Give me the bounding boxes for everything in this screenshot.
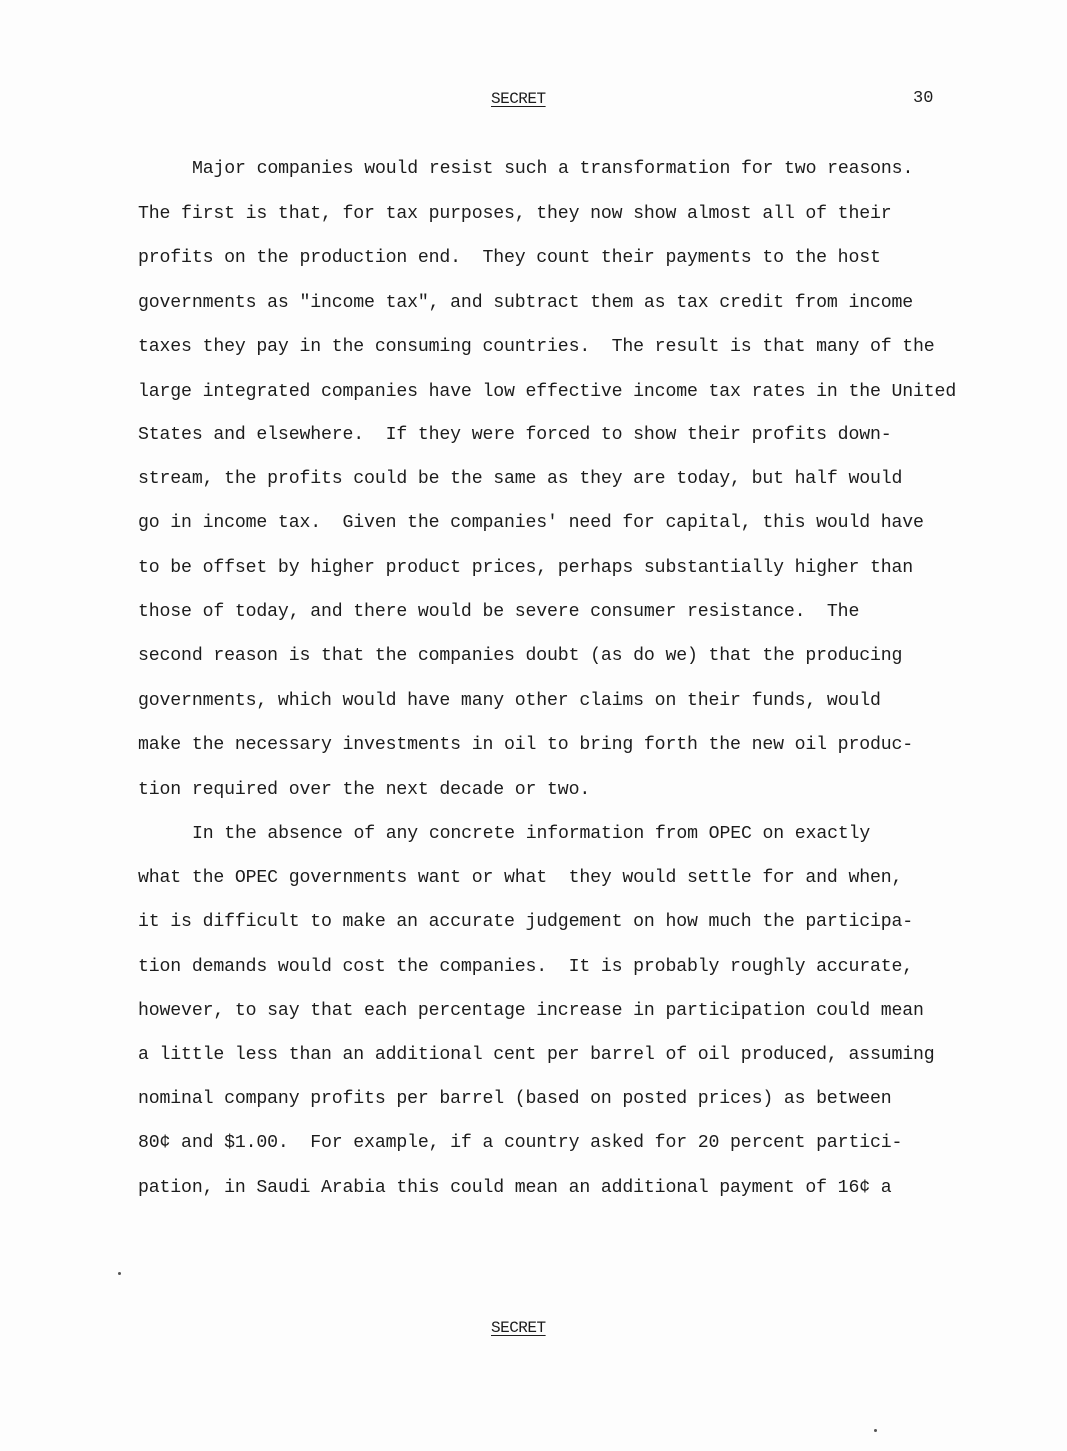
paragraph-2-line-7: nominal company profits per barrel (based on posted prices) as between [138, 1089, 892, 1109]
paragraph-1-line-15: tion required over the next decade or two. [138, 780, 591, 800]
paragraph-2-line-8: 80¢ and $1.00. For example, if a country asked for 20 percent partici- [138, 1133, 903, 1153]
paragraph-1-line-9: go in income tax. Given the companies' need for capital, this would have [138, 513, 924, 533]
paragraph-1-line-13: governments, which would have many other claims on their funds, would [138, 691, 881, 711]
paragraph-1-line-14: make the necessary investments in oil to bring forth the new oil produc- [138, 735, 914, 755]
paragraph-1-line-7: States and elsewhere. If they were forced to show their profits down- [138, 425, 892, 445]
paragraph-2-line-2: what the OPEC governments want or what they would settle for and when, [138, 868, 903, 888]
paragraph-2-line-4: tion demands would cost the companies. It is probably roughly accurate, [138, 957, 914, 977]
paragraph-1-line-2: The first is that, for tax purposes, they now show almost all of their [138, 204, 892, 224]
header-classification-marking: SECRET [491, 90, 546, 108]
paragraph-2-line-6: a little less than an additional cent per barrel of oil produced, assuming [138, 1045, 935, 1065]
scan-speck [118, 1272, 121, 1275]
paragraph-2-line-9: pation, in Saudi Arabia this could mean an additional payment of 16¢ a [138, 1178, 892, 1198]
paragraph-1-line-1: Major companies would resist such a transformation for two reasons. [192, 159, 914, 179]
scan-speck [874, 1429, 877, 1432]
paragraph-1-line-10: to be offset by higher product prices, perhaps substantially higher than [138, 558, 914, 578]
paragraph-1-line-5: taxes they pay in the consuming countries. The result is that many of the [138, 337, 935, 357]
paragraph-2-line-5: however, to say that each percentage increase in participation could mean [138, 1001, 924, 1021]
paragraph-1-line-6: large integrated companies have low effective income tax rates in the United [138, 382, 957, 402]
paragraph-1-line-4: governments as "income tax", and subtract them as tax credit from income [138, 293, 914, 313]
paragraph-1-line-3: profits on the production end. They count their payments to the host [138, 248, 881, 268]
paragraph-1-line-12: second reason is that the companies doubt (as do we) that the producing [138, 646, 903, 666]
paragraph-1-line-8: stream, the profits could be the same as they are today, but half would [138, 469, 903, 489]
paragraph-2-line-1: In the absence of any concrete information from OPEC on exactly [192, 824, 871, 844]
footer-classification-marking: SECRET [491, 1319, 546, 1337]
paragraph-2-line-3: it is difficult to make an accurate judgement on how much the participa- [138, 912, 914, 932]
page-number: 30 [913, 89, 934, 108]
paragraph-1-line-11: those of today, and there would be severe consumer resistance. The [138, 602, 860, 622]
